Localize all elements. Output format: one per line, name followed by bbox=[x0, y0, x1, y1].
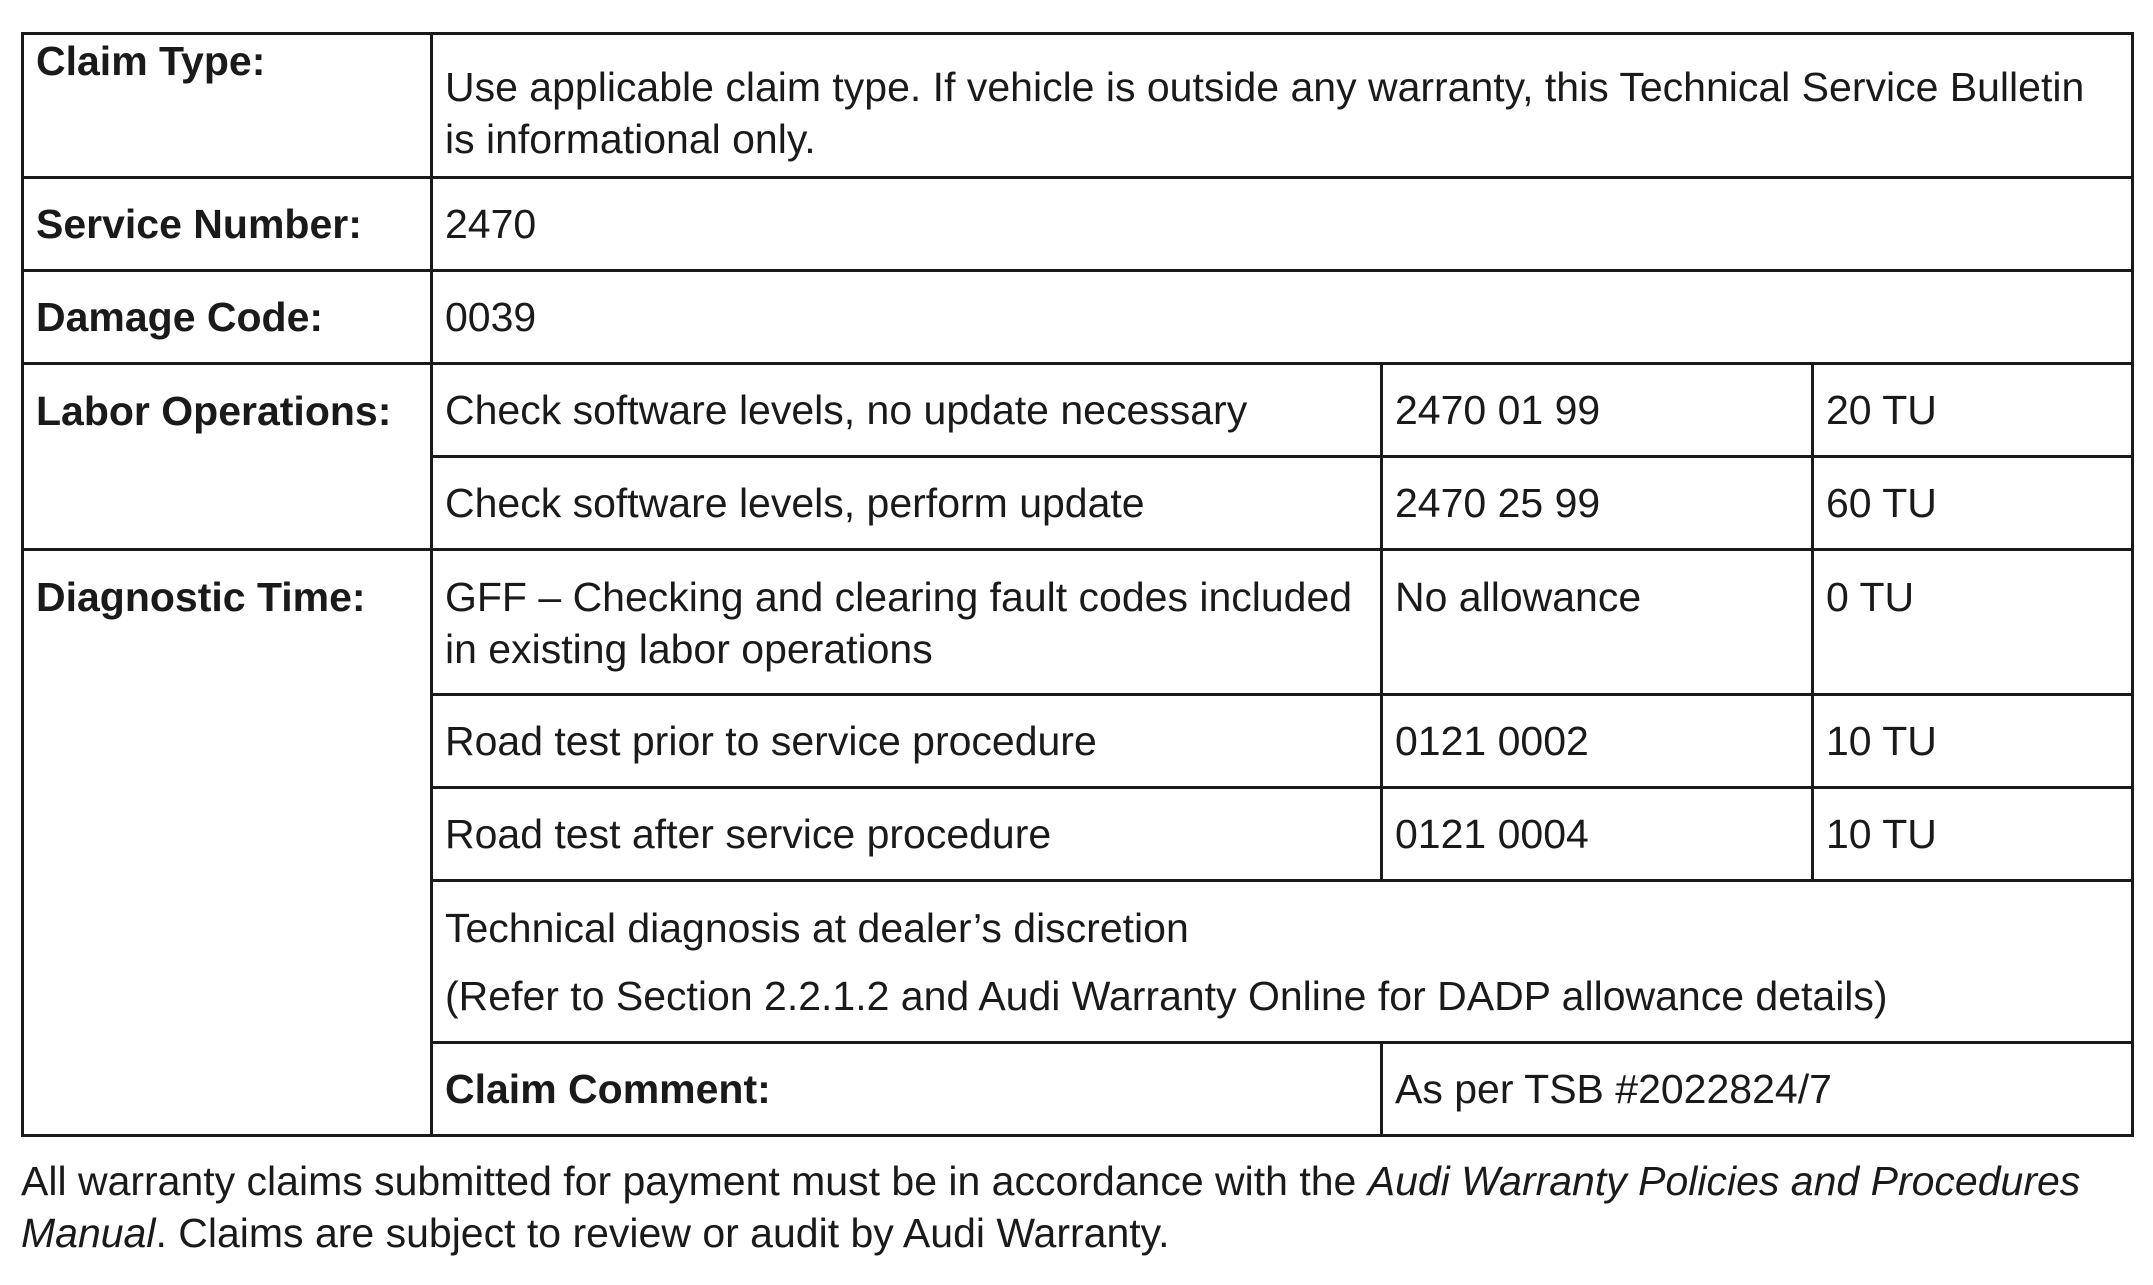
footer-text-after: . Claims are subject to review or audit by Audi Warranty. bbox=[155, 1210, 1170, 1256]
service-number-label: Service Number: bbox=[23, 178, 432, 271]
claim-comment-value: As per TSB #2022824/7 bbox=[1382, 1043, 2133, 1136]
damage-code-label: Damage Code: bbox=[23, 271, 432, 364]
diagnostic-description: Road test prior to service procedure bbox=[432, 695, 1382, 788]
warranty-claim-table bbox=[21, 32, 2134, 1137]
labor-operation-code: 2470 01 99 bbox=[1382, 364, 1813, 457]
diagnostic-description: GFF – Checking and clearing fault codes included in existing labor operations bbox=[432, 550, 1382, 695]
diagnostic-time-label: Diagnostic Time: bbox=[23, 550, 432, 1136]
claim-type-label: Claim Type: bbox=[23, 34, 432, 178]
warranty-manual-title: Audi Warranty Policies and Procedures Manual bbox=[21, 1158, 2081, 1256]
labor-operation-description: Check software levels, no update necessary bbox=[432, 364, 1382, 457]
service-number-row bbox=[23, 178, 2133, 271]
labor-operation-description: Check software levels, perform update bbox=[432, 457, 1382, 550]
claim-comment-label: Claim Comment: bbox=[432, 1043, 1382, 1136]
technical-diagnosis-text: Technical diagnosis at dealer’s discretion bbox=[445, 904, 1189, 951]
claim-type-row bbox=[23, 34, 2133, 178]
diagnostic-time: 10 TU bbox=[1813, 788, 2133, 881]
labor-operations-label: Labor Operations: bbox=[23, 364, 432, 550]
technical-diagnosis-cell bbox=[432, 881, 2133, 1043]
diagnostic-time: 10 TU bbox=[1813, 695, 2133, 788]
diagnostic-time: 0 TU bbox=[1813, 550, 2133, 695]
damage-code-value: 0039 bbox=[432, 271, 2133, 364]
technical-diagnosis-reference: (Refer to Section 2.2.1.2 and Audi Warranty Online for DADP allowance details) bbox=[445, 972, 1888, 1019]
diagnostic-time-row bbox=[23, 550, 2133, 695]
service-number-value: 2470 bbox=[432, 178, 2133, 271]
footer-text-before: All warranty claims submitted for payment must be in accordance with the bbox=[21, 1158, 1368, 1204]
claim-type-value: Use applicable claim type. If vehicle is outside any warranty, this Technical Service Bulletin is informational only. bbox=[432, 34, 2133, 178]
diagnostic-code: 0121 0004 bbox=[1382, 788, 1813, 881]
labor-operation-row bbox=[23, 364, 2133, 457]
labor-operation-time: 60 TU bbox=[1813, 457, 2133, 550]
labor-operation-time: 20 TU bbox=[1813, 364, 2133, 457]
diagnostic-code: 0121 0002 bbox=[1382, 695, 1813, 788]
diagnostic-code: No allowance bbox=[1382, 550, 1813, 695]
warranty-footer-note bbox=[21, 1155, 2131, 1259]
diagnostic-description: Road test after service procedure bbox=[432, 788, 1382, 881]
damage-code-row bbox=[23, 271, 2133, 364]
labor-operation-code: 2470 25 99 bbox=[1382, 457, 1813, 550]
